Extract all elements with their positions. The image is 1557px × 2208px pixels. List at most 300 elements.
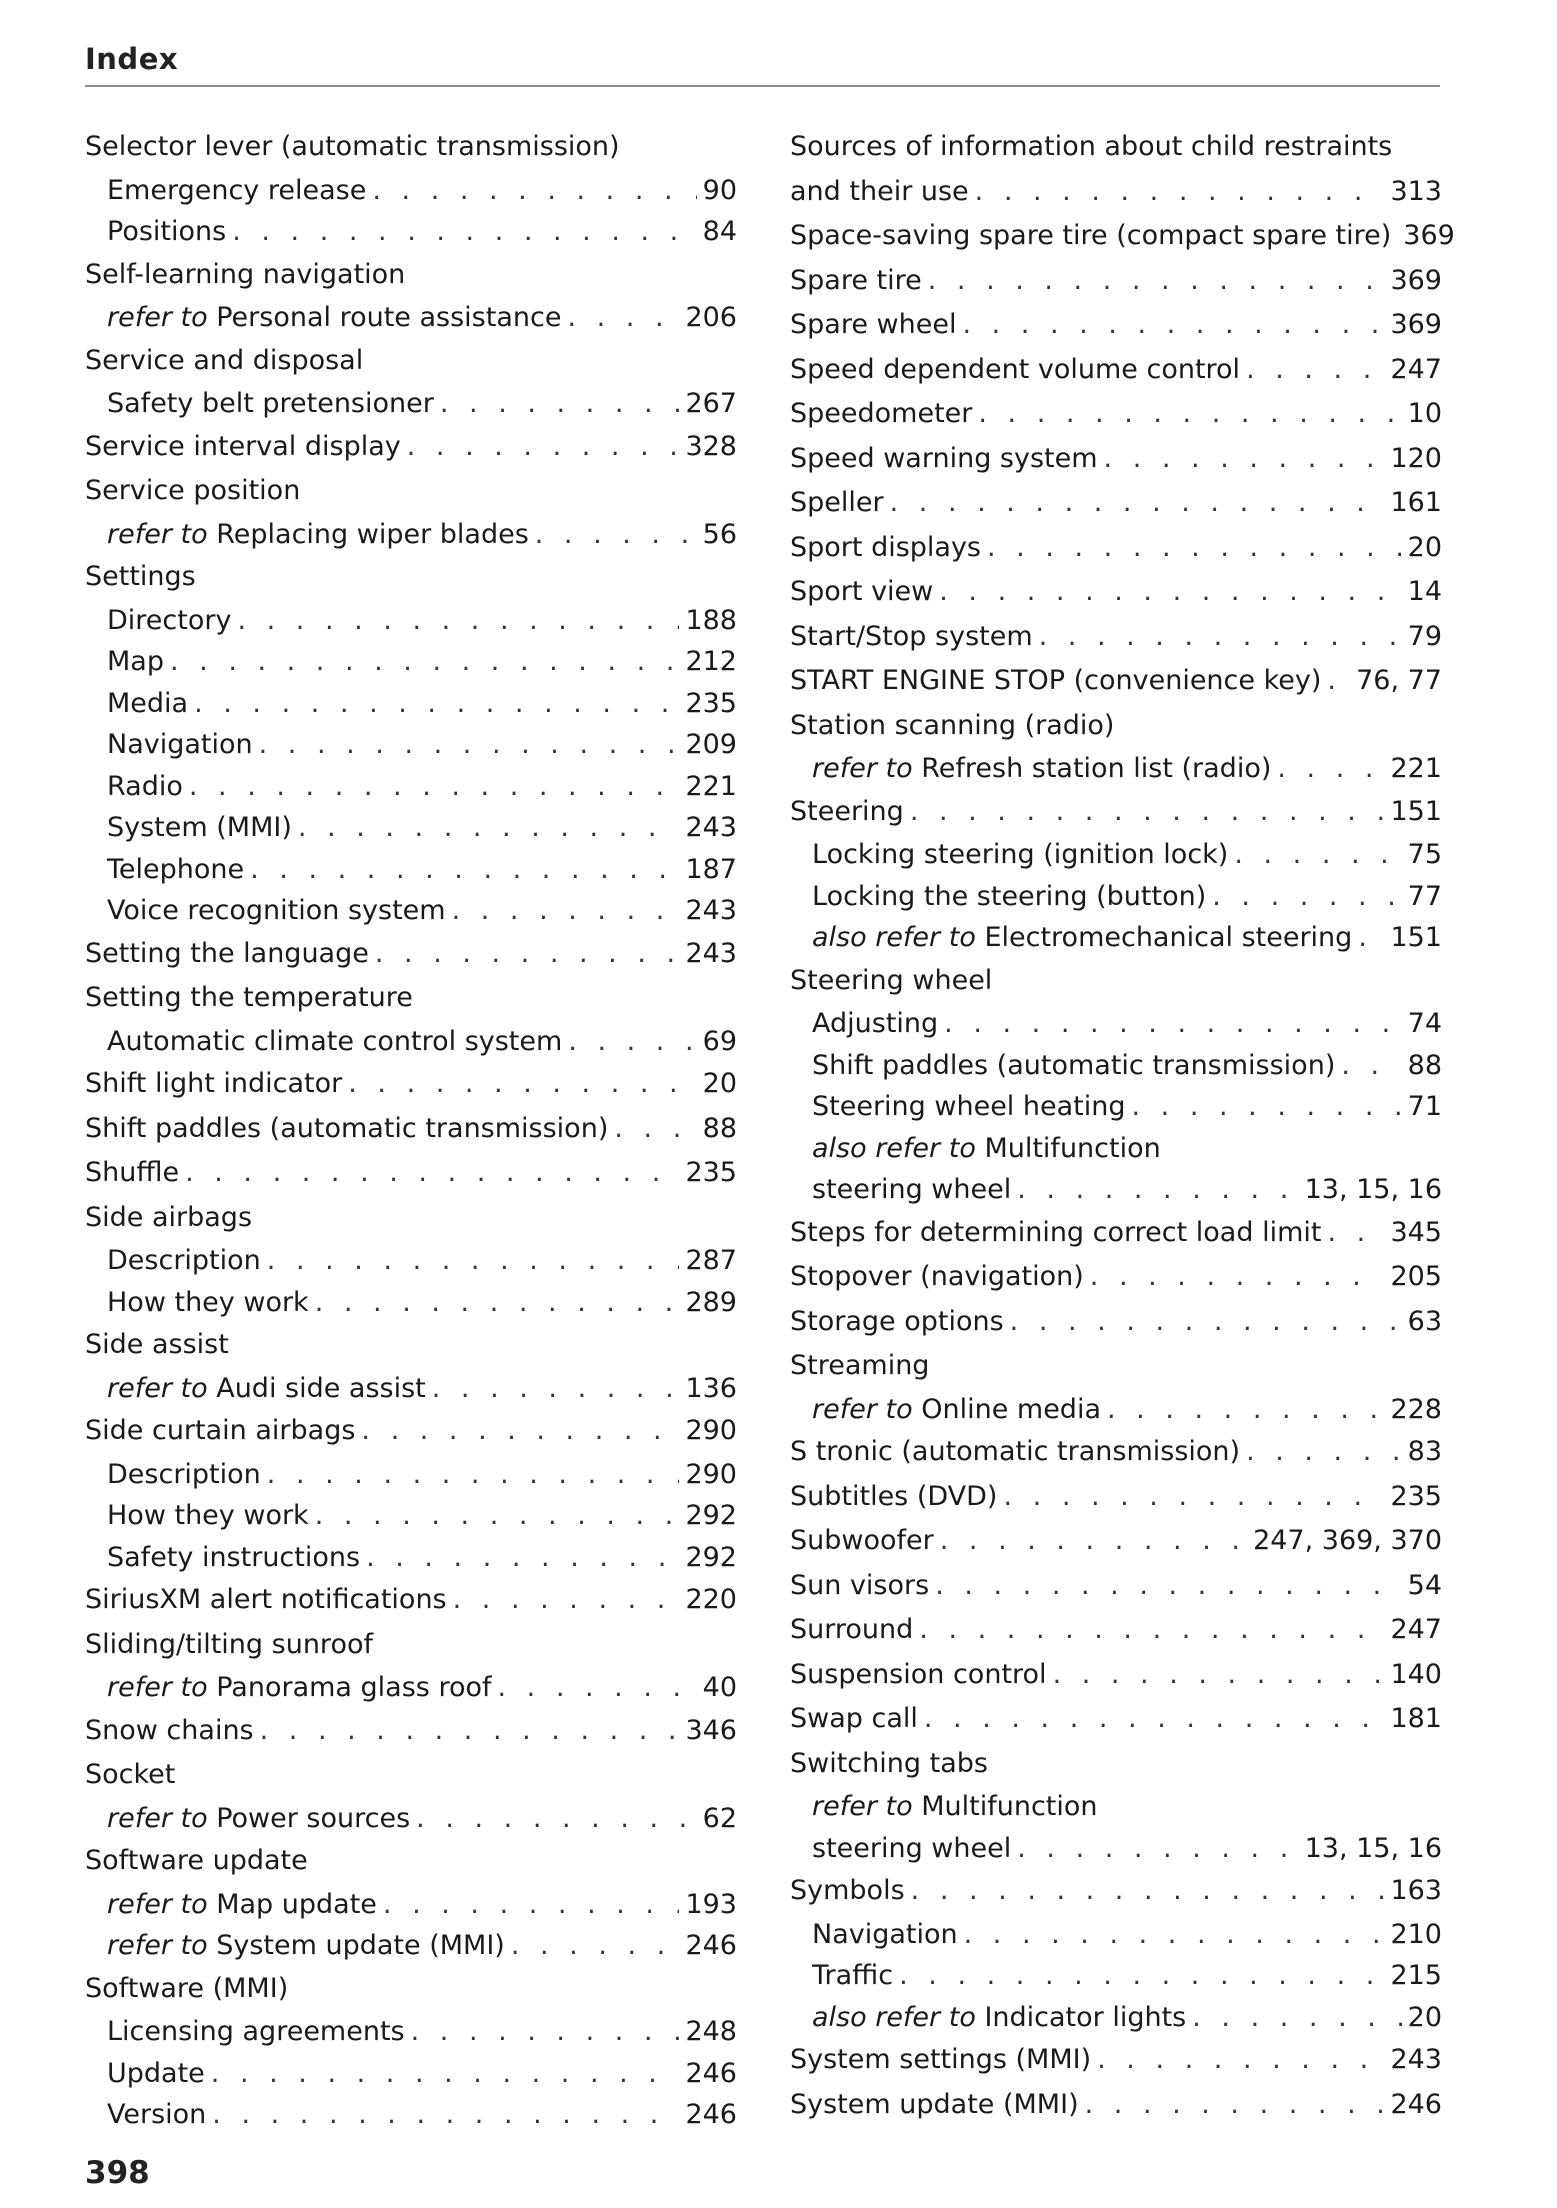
leader-dots bbox=[267, 1454, 680, 1496]
leader-dots bbox=[453, 1578, 680, 1623]
index-term-text: Settings bbox=[85, 561, 196, 592]
leader-dots bbox=[498, 1667, 697, 1709]
index-entry bbox=[85, 1884, 737, 1926]
leader-dots bbox=[348, 1062, 696, 1107]
index-entry bbox=[85, 600, 737, 642]
page-reference: 14 bbox=[1407, 576, 1442, 607]
index-term bbox=[85, 932, 369, 977]
index-term bbox=[790, 1519, 934, 1564]
cross-reference-prefix: also refer to bbox=[812, 2001, 976, 2033]
index-entry bbox=[85, 1282, 737, 1324]
index-term-text: Shift light indicator bbox=[85, 1068, 343, 1099]
cross-reference-prefix: refer to bbox=[107, 1888, 208, 1920]
index-term bbox=[790, 1430, 1240, 1475]
index-term bbox=[107, 849, 244, 891]
leader-dots bbox=[1085, 2083, 1385, 2128]
page-reference: 71 bbox=[1407, 1091, 1442, 1122]
leader-dots bbox=[237, 600, 679, 642]
index-entry bbox=[85, 1107, 737, 1152]
leader-dots bbox=[211, 2053, 680, 2095]
index-term-text: Navigation bbox=[107, 729, 253, 760]
leader-dots bbox=[1246, 1430, 1402, 1475]
page-reference: 235 bbox=[685, 687, 737, 719]
page-reference: 54 bbox=[1407, 1569, 1442, 1601]
index-term-text: Directory bbox=[107, 604, 232, 636]
leader-dots bbox=[911, 1869, 1385, 1914]
leader-dots bbox=[910, 790, 1385, 835]
leader-dots bbox=[383, 1884, 680, 1926]
index-entry bbox=[85, 297, 737, 339]
index-entry bbox=[85, 1667, 737, 1709]
index-term-text: Storage options bbox=[790, 1305, 1004, 1337]
page-reference: 151 bbox=[1390, 922, 1442, 953]
index-term bbox=[790, 1211, 1321, 1256]
index-term-text: Locking the steering (button) bbox=[812, 880, 1207, 912]
cross-reference-prefix: refer to bbox=[107, 1372, 208, 1404]
index-term-text: Safety instructions bbox=[107, 1541, 361, 1573]
leader-dots bbox=[1090, 1255, 1385, 1300]
index-term bbox=[790, 1742, 988, 1787]
index-entry bbox=[85, 1409, 737, 1454]
index-term bbox=[85, 1196, 252, 1241]
index-entry bbox=[85, 2011, 737, 2053]
index-term bbox=[790, 259, 922, 304]
index-term-text: Suspension control bbox=[790, 1658, 1047, 1690]
page-reference: 328 bbox=[685, 430, 737, 462]
index-term bbox=[790, 481, 884, 526]
index-column-left bbox=[85, 125, 737, 2136]
leader-dots bbox=[1212, 876, 1401, 918]
index-entry bbox=[85, 383, 737, 425]
index-entry bbox=[790, 1389, 1442, 1431]
page-reference: 369 bbox=[1403, 220, 1455, 251]
index-term bbox=[107, 1495, 309, 1537]
page-reference: 10 bbox=[1407, 398, 1442, 429]
index-term-text: Software (MMI) bbox=[85, 1972, 289, 2004]
page-reference: 248 bbox=[685, 2016, 737, 2047]
index-entry bbox=[790, 1914, 1442, 1956]
page-reference: 77 bbox=[1407, 880, 1442, 912]
page-reference: 120 bbox=[1390, 442, 1442, 474]
page-reference: 289 bbox=[685, 1286, 737, 1318]
index-term-text: Navigation bbox=[812, 1918, 958, 1950]
leader-dots bbox=[890, 481, 1385, 526]
leader-dots bbox=[185, 1151, 679, 1196]
leader-dots bbox=[1017, 1169, 1298, 1211]
leader-dots bbox=[194, 683, 679, 725]
leader-dots bbox=[1107, 1389, 1384, 1431]
index-term bbox=[812, 1997, 1186, 2039]
index-term bbox=[812, 917, 1352, 959]
page-reference: 287 bbox=[685, 1245, 737, 1276]
page-reference: 20 bbox=[702, 1068, 737, 1099]
index-term bbox=[790, 214, 1391, 259]
page-reference: 247, 369, 370 bbox=[1253, 1525, 1442, 1556]
leader-dots bbox=[1327, 1211, 1384, 1256]
index-term bbox=[790, 170, 969, 215]
index-term-text: Socket bbox=[85, 1759, 176, 1790]
leader-dots bbox=[416, 1798, 696, 1840]
page-reference: 243 bbox=[685, 895, 737, 926]
index-term bbox=[107, 1021, 562, 1063]
leader-dots bbox=[212, 2094, 679, 2136]
cross-reference-prefix: also refer to bbox=[812, 922, 976, 953]
index-entry bbox=[85, 469, 737, 514]
index-term-text: Steering bbox=[790, 795, 904, 827]
page-reference: 56 bbox=[702, 518, 737, 550]
index-term bbox=[85, 555, 196, 600]
index-entry bbox=[790, 1128, 1442, 1170]
leader-dots bbox=[1053, 1653, 1385, 1698]
leader-dots bbox=[250, 849, 679, 891]
index-term bbox=[790, 570, 933, 615]
index-term-text: Speed warning system bbox=[790, 442, 1098, 474]
leader-dots bbox=[375, 932, 680, 977]
page-reference: 247 bbox=[1390, 353, 1442, 385]
index-term-text: Refresh station list (radio) bbox=[921, 753, 1272, 784]
index-entry bbox=[790, 1564, 1442, 1609]
index-term-text: Service and disposal bbox=[85, 344, 364, 376]
index-term-text: Steering wheel bbox=[790, 964, 993, 996]
index-term-text: Replacing wiper blades bbox=[216, 518, 529, 550]
index-entry bbox=[85, 211, 737, 253]
index-term-text: System update (MMI) bbox=[216, 1930, 505, 1961]
leader-dots bbox=[232, 211, 696, 253]
leader-dots bbox=[259, 724, 680, 766]
index-term-text: Speller bbox=[790, 487, 884, 518]
cross-reference-prefix: refer to bbox=[107, 518, 208, 550]
index-term bbox=[812, 1045, 1335, 1087]
index-term-text: Radio bbox=[107, 770, 183, 802]
page-reference: 88 bbox=[1407, 1049, 1442, 1081]
page-reference: 221 bbox=[685, 770, 737, 802]
leader-dots bbox=[1039, 615, 1402, 660]
index-entry bbox=[790, 303, 1442, 348]
index-term-text: Indicator lights bbox=[984, 2001, 1187, 2033]
index-term-text: Panorama glass roof bbox=[216, 1672, 492, 1703]
index-entry bbox=[85, 641, 737, 683]
index-term bbox=[107, 1667, 492, 1709]
index-term-text: Description bbox=[107, 1458, 261, 1490]
leader-dots bbox=[899, 1955, 1384, 1997]
index-term bbox=[85, 1578, 447, 1623]
index-entry bbox=[790, 959, 1442, 1004]
index-term-text: and their use bbox=[790, 175, 969, 207]
index-term bbox=[790, 1564, 929, 1609]
page-title: Index bbox=[85, 42, 179, 76]
leader-dots bbox=[964, 1914, 1385, 1956]
leader-dots bbox=[1234, 834, 1401, 876]
index-term-text: Multifunction bbox=[921, 1791, 1098, 1822]
index-term-text: Side curtain airbags bbox=[85, 1415, 356, 1446]
index-term bbox=[790, 1697, 918, 1742]
index-term bbox=[107, 297, 561, 339]
leader-dots bbox=[1010, 1300, 1402, 1345]
leader-dots bbox=[962, 303, 1384, 348]
index-term-text: Shift paddles (automatic transmission) bbox=[85, 1112, 609, 1144]
index-term-text: Subwoofer bbox=[790, 1525, 934, 1556]
leader-dots bbox=[440, 383, 680, 425]
leader-dots bbox=[1246, 348, 1384, 393]
page-reference: 246 bbox=[685, 2099, 737, 2130]
index-term bbox=[790, 1255, 1084, 1300]
index-entry bbox=[790, 1608, 1442, 1653]
index-entry bbox=[790, 2038, 1442, 2083]
page-reference: 243 bbox=[685, 937, 737, 969]
index-term bbox=[85, 1107, 608, 1152]
leader-dots bbox=[1192, 1997, 1401, 2039]
index-entry bbox=[85, 339, 737, 384]
page-reference: 209 bbox=[685, 729, 737, 760]
index-entry bbox=[85, 724, 737, 766]
page-reference: 63 bbox=[1407, 1305, 1442, 1337]
index-term bbox=[107, 1537, 360, 1579]
page-reference: 346 bbox=[685, 1714, 737, 1746]
cross-reference-prefix: refer to bbox=[812, 1393, 913, 1425]
page-reference: 181 bbox=[1390, 1703, 1442, 1734]
index-entry bbox=[790, 259, 1442, 304]
page-reference: 235 bbox=[685, 1157, 737, 1188]
page-reference: 76, 77 bbox=[1356, 665, 1442, 696]
page-reference: 13, 15, 16 bbox=[1304, 1832, 1442, 1864]
index-entry bbox=[85, 1537, 737, 1579]
index-entry bbox=[790, 437, 1442, 482]
index-term-text: steering wheel bbox=[812, 1832, 1012, 1864]
index-entry bbox=[790, 917, 1442, 959]
leader-dots bbox=[919, 1608, 1384, 1653]
index-term bbox=[812, 1169, 1011, 1211]
index-term bbox=[790, 1869, 905, 1914]
index-term bbox=[790, 2083, 1079, 2128]
page-reference: 74 bbox=[1407, 1008, 1442, 1039]
index-term-text: How they work bbox=[107, 1500, 309, 1531]
index-term-text: Sport displays bbox=[790, 531, 982, 563]
leader-dots bbox=[1277, 748, 1384, 790]
page-reference: 13, 15, 16 bbox=[1304, 1174, 1442, 1205]
index-term bbox=[85, 425, 401, 470]
page-reference: 292 bbox=[685, 1500, 737, 1531]
index-term bbox=[790, 959, 992, 1004]
index-entry bbox=[85, 1839, 737, 1884]
index-term-text: Description bbox=[107, 1245, 261, 1276]
cross-reference-prefix: refer to bbox=[812, 753, 913, 784]
page-reference: 83 bbox=[1407, 1436, 1442, 1467]
index-column-right bbox=[790, 125, 1455, 2127]
index-term bbox=[812, 834, 1228, 876]
page-reference: 290 bbox=[685, 1415, 737, 1446]
index-entry bbox=[790, 348, 1442, 393]
index-entry bbox=[85, 1062, 737, 1107]
index-term bbox=[85, 1062, 342, 1107]
cross-reference-prefix: refer to bbox=[107, 1930, 208, 1961]
index-term bbox=[85, 1623, 373, 1668]
index-term-text: How they work bbox=[107, 1286, 309, 1318]
leader-dots bbox=[315, 1495, 680, 1537]
index-entry bbox=[790, 615, 1442, 660]
index-term bbox=[812, 1828, 1011, 1870]
leader-dots bbox=[975, 170, 1385, 215]
index-term-text: Speed dependent volume control bbox=[790, 353, 1241, 385]
index-term-text: Multifunction bbox=[984, 1132, 1161, 1164]
page-reference: 136 bbox=[685, 1372, 737, 1404]
leader-dots bbox=[924, 1697, 1385, 1742]
index-term-text: Shuffle bbox=[85, 1157, 180, 1188]
leader-dots bbox=[940, 1519, 1247, 1564]
index-term bbox=[790, 1475, 997, 1520]
page-reference: 246 bbox=[685, 1930, 737, 1961]
index-entry bbox=[790, 659, 1442, 704]
index-term-text: Steps for determining correct load limit bbox=[790, 1216, 1322, 1248]
page-number: 398 bbox=[85, 2155, 150, 2191]
index-term-text: Streaming bbox=[790, 1350, 930, 1381]
index-term-text: Power sources bbox=[216, 1802, 411, 1834]
page-reference: 88 bbox=[702, 1112, 737, 1144]
index-term bbox=[107, 514, 529, 556]
index-term bbox=[790, 790, 904, 835]
index-term-text: System update (MMI) bbox=[790, 2088, 1079, 2120]
index-term-text: Sources of information about child restraints bbox=[790, 131, 1393, 162]
index-term-text: Surround bbox=[790, 1614, 914, 1645]
leader-dots bbox=[944, 1003, 1401, 1045]
index-term bbox=[107, 1368, 426, 1410]
leader-dots bbox=[1358, 917, 1384, 959]
page-reference: 140 bbox=[1390, 1658, 1442, 1690]
index-entry bbox=[790, 790, 1442, 835]
leader-dots bbox=[978, 392, 1401, 437]
leader-dots bbox=[260, 1709, 680, 1754]
leader-dots bbox=[1327, 659, 1350, 704]
index-entry bbox=[85, 1454, 737, 1496]
leader-dots bbox=[1097, 2038, 1384, 2083]
index-entry bbox=[85, 1753, 737, 1798]
leader-dots bbox=[366, 1537, 679, 1579]
cross-reference-prefix: also refer to bbox=[812, 1132, 976, 1164]
page-reference: 267 bbox=[685, 388, 737, 419]
index-term bbox=[790, 2038, 1091, 2083]
index-term-text: Traffic bbox=[812, 1960, 894, 1991]
page-reference: 161 bbox=[1390, 487, 1442, 518]
index-term-text: Setting the temperature bbox=[85, 982, 413, 1013]
index-entry bbox=[85, 1623, 737, 1668]
index-entry bbox=[790, 125, 1442, 170]
index-entry bbox=[790, 834, 1442, 876]
index-entry bbox=[790, 1086, 1442, 1128]
index-term-text: Steering wheel heating bbox=[812, 1091, 1126, 1122]
leader-dots bbox=[189, 766, 680, 808]
cross-reference-prefix: refer to bbox=[812, 1791, 913, 1822]
page-reference: 290 bbox=[685, 1458, 737, 1490]
index-term bbox=[790, 1344, 929, 1389]
index-entry bbox=[790, 1300, 1442, 1345]
index-term bbox=[812, 1955, 893, 1997]
leader-dots bbox=[170, 641, 679, 683]
index-term-text: Stopover (navigation) bbox=[790, 1261, 1084, 1292]
index-term-text: Sport view bbox=[790, 576, 934, 607]
index-entry bbox=[790, 1003, 1442, 1045]
index-term-text: SiriusXM alert notifications bbox=[85, 1584, 447, 1615]
index-term bbox=[85, 1323, 229, 1368]
index-term bbox=[790, 526, 981, 571]
index-term bbox=[812, 748, 1271, 790]
index-term bbox=[790, 1608, 913, 1653]
index-entry bbox=[790, 876, 1442, 918]
index-entry bbox=[85, 849, 737, 891]
index-entry bbox=[790, 748, 1442, 790]
index-entry bbox=[790, 481, 1442, 526]
index-term-text: Online media bbox=[921, 1393, 1101, 1425]
index-entry bbox=[790, 214, 1455, 259]
index-term-text: Start/Stop system bbox=[790, 620, 1033, 652]
page-reference: 228 bbox=[1390, 1393, 1442, 1425]
index-term-text: Media bbox=[107, 687, 189, 719]
index-term-text: Electromechanical steering bbox=[984, 922, 1353, 953]
index-entry bbox=[790, 1653, 1442, 1698]
leader-dots bbox=[987, 526, 1402, 571]
index-term-text: Speedometer bbox=[790, 398, 973, 429]
index-term bbox=[107, 600, 231, 642]
index-term bbox=[85, 125, 620, 170]
leader-dots bbox=[411, 2011, 680, 2053]
index-term bbox=[107, 807, 292, 849]
leader-dots bbox=[298, 807, 680, 849]
page-reference: 235 bbox=[1390, 1480, 1442, 1512]
index-entry bbox=[790, 1430, 1442, 1475]
index-entry bbox=[85, 425, 737, 470]
index-term-text: Sliding/tilting sunroof bbox=[85, 1628, 373, 1660]
index-term-text: Telephone bbox=[107, 853, 245, 885]
index-term bbox=[812, 1128, 1161, 1170]
index-term bbox=[790, 125, 1392, 170]
page-reference: 20 bbox=[1407, 531, 1442, 563]
page-reference: 247 bbox=[1390, 1614, 1442, 1645]
index-term-text: Map update bbox=[216, 1888, 377, 1920]
page-reference: 62 bbox=[702, 1802, 737, 1834]
index-term-text: Licensing agreements bbox=[107, 2016, 405, 2047]
index-entry bbox=[85, 807, 737, 849]
index-term bbox=[85, 1753, 175, 1798]
index-term-text: System settings (MMI) bbox=[790, 2044, 1092, 2075]
leader-dots bbox=[1003, 1475, 1384, 1520]
index-entry bbox=[85, 1196, 737, 1241]
leader-dots bbox=[315, 1282, 680, 1324]
index-term-text: Spare tire bbox=[790, 264, 922, 296]
index-entry bbox=[790, 570, 1442, 615]
page-reference: 369 bbox=[1390, 264, 1442, 296]
leader-dots bbox=[1132, 1086, 1402, 1128]
index-term bbox=[85, 469, 300, 514]
index-term bbox=[85, 253, 405, 298]
index-term-text: Version bbox=[107, 2099, 207, 2130]
index-term-text: Safety belt pretensioner bbox=[107, 388, 434, 419]
index-entry bbox=[85, 1925, 737, 1967]
index-term-text: Service interval display bbox=[85, 430, 401, 462]
leader-dots bbox=[928, 259, 1385, 304]
index-entry bbox=[790, 1869, 1442, 1914]
index-term-text: Self-learning navigation bbox=[85, 258, 406, 290]
leader-dots bbox=[511, 1925, 680, 1967]
leader-dots bbox=[407, 425, 680, 470]
page-reference: 292 bbox=[685, 1541, 737, 1573]
index-entry bbox=[790, 392, 1442, 437]
index-term-text: Software update bbox=[85, 1845, 308, 1876]
index-entry bbox=[790, 1697, 1442, 1742]
page-reference: 151 bbox=[1390, 795, 1442, 827]
index-term bbox=[812, 1086, 1126, 1128]
index-term-text: Selector lever (automatic transmission) bbox=[85, 131, 620, 162]
index-term bbox=[790, 704, 1114, 749]
page-reference: 40 bbox=[702, 1672, 737, 1703]
index-term-text: Spare wheel bbox=[790, 309, 957, 340]
